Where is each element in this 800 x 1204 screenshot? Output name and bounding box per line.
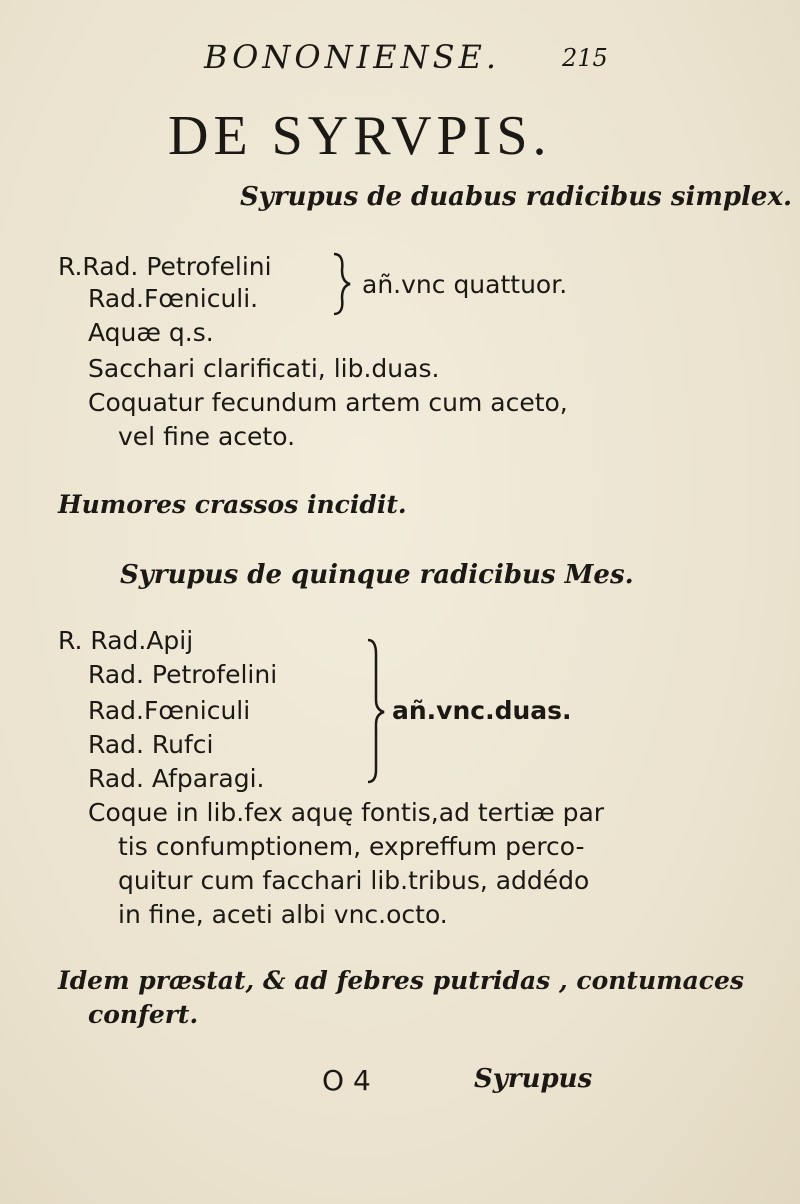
recipe2-line: Coque in lib.fex aquę fontis,ad tertiæ par: [88, 798, 605, 827]
recipe2-line: R. Rad.Apij: [58, 626, 194, 655]
signature-mark: O 4: [322, 1064, 371, 1097]
recipe2-note: Idem præstat, & ad febres putridas , contumaces: [58, 966, 744, 995]
brace-icon: [362, 636, 388, 786]
recipe2-note: confert.: [88, 1000, 199, 1029]
recipe2-line: quitur cum facchari lib.tribus, addédo: [118, 866, 590, 895]
page-title: DE SYRVPIS.: [168, 105, 552, 167]
catchword: Syrupus: [474, 1064, 593, 1094]
recipe1-line: Sacchari clarificati, lib.duas.: [88, 354, 440, 383]
brace-icon: [330, 252, 354, 316]
recipe1-line: R.Rad. Petrofelini: [58, 252, 272, 281]
recipe2-line: Rad. Petrofelini: [88, 660, 278, 689]
recipe2-dose: añ.vnc.duas.: [392, 696, 572, 725]
recipe2-line: tis confumptionem, expreffum perco-: [118, 832, 585, 861]
recipe2-line: Rad. Afparagi.: [88, 764, 265, 793]
recipe1-line: Aquæ q.s.: [88, 318, 214, 347]
recipe1-heading: Syrupus de duabus radicibus simplex.: [240, 182, 792, 212]
recipe2-line: Rad.Fœniculi: [88, 696, 251, 725]
running-head: BONONIENSE.: [204, 38, 501, 76]
recipe1-dose: añ.vnc quattuor.: [362, 270, 568, 299]
recipe2-line: in fine, aceti albi vnc.octo.: [118, 900, 448, 929]
recipe1-line: Coquatur fecundum artem cum aceto,: [88, 388, 568, 417]
recipe1-line: vel fine aceto.: [118, 422, 296, 451]
recipe1-note: Humores crassos incidit.: [58, 490, 407, 519]
recipe2-heading: Syrupus de quinque radicibus Mes.: [120, 560, 634, 590]
recipe2-line: Rad. Rufci: [88, 730, 214, 759]
recipe1-line: Rad.Fœniculi.: [88, 284, 259, 313]
page-number: 215: [562, 44, 608, 72]
